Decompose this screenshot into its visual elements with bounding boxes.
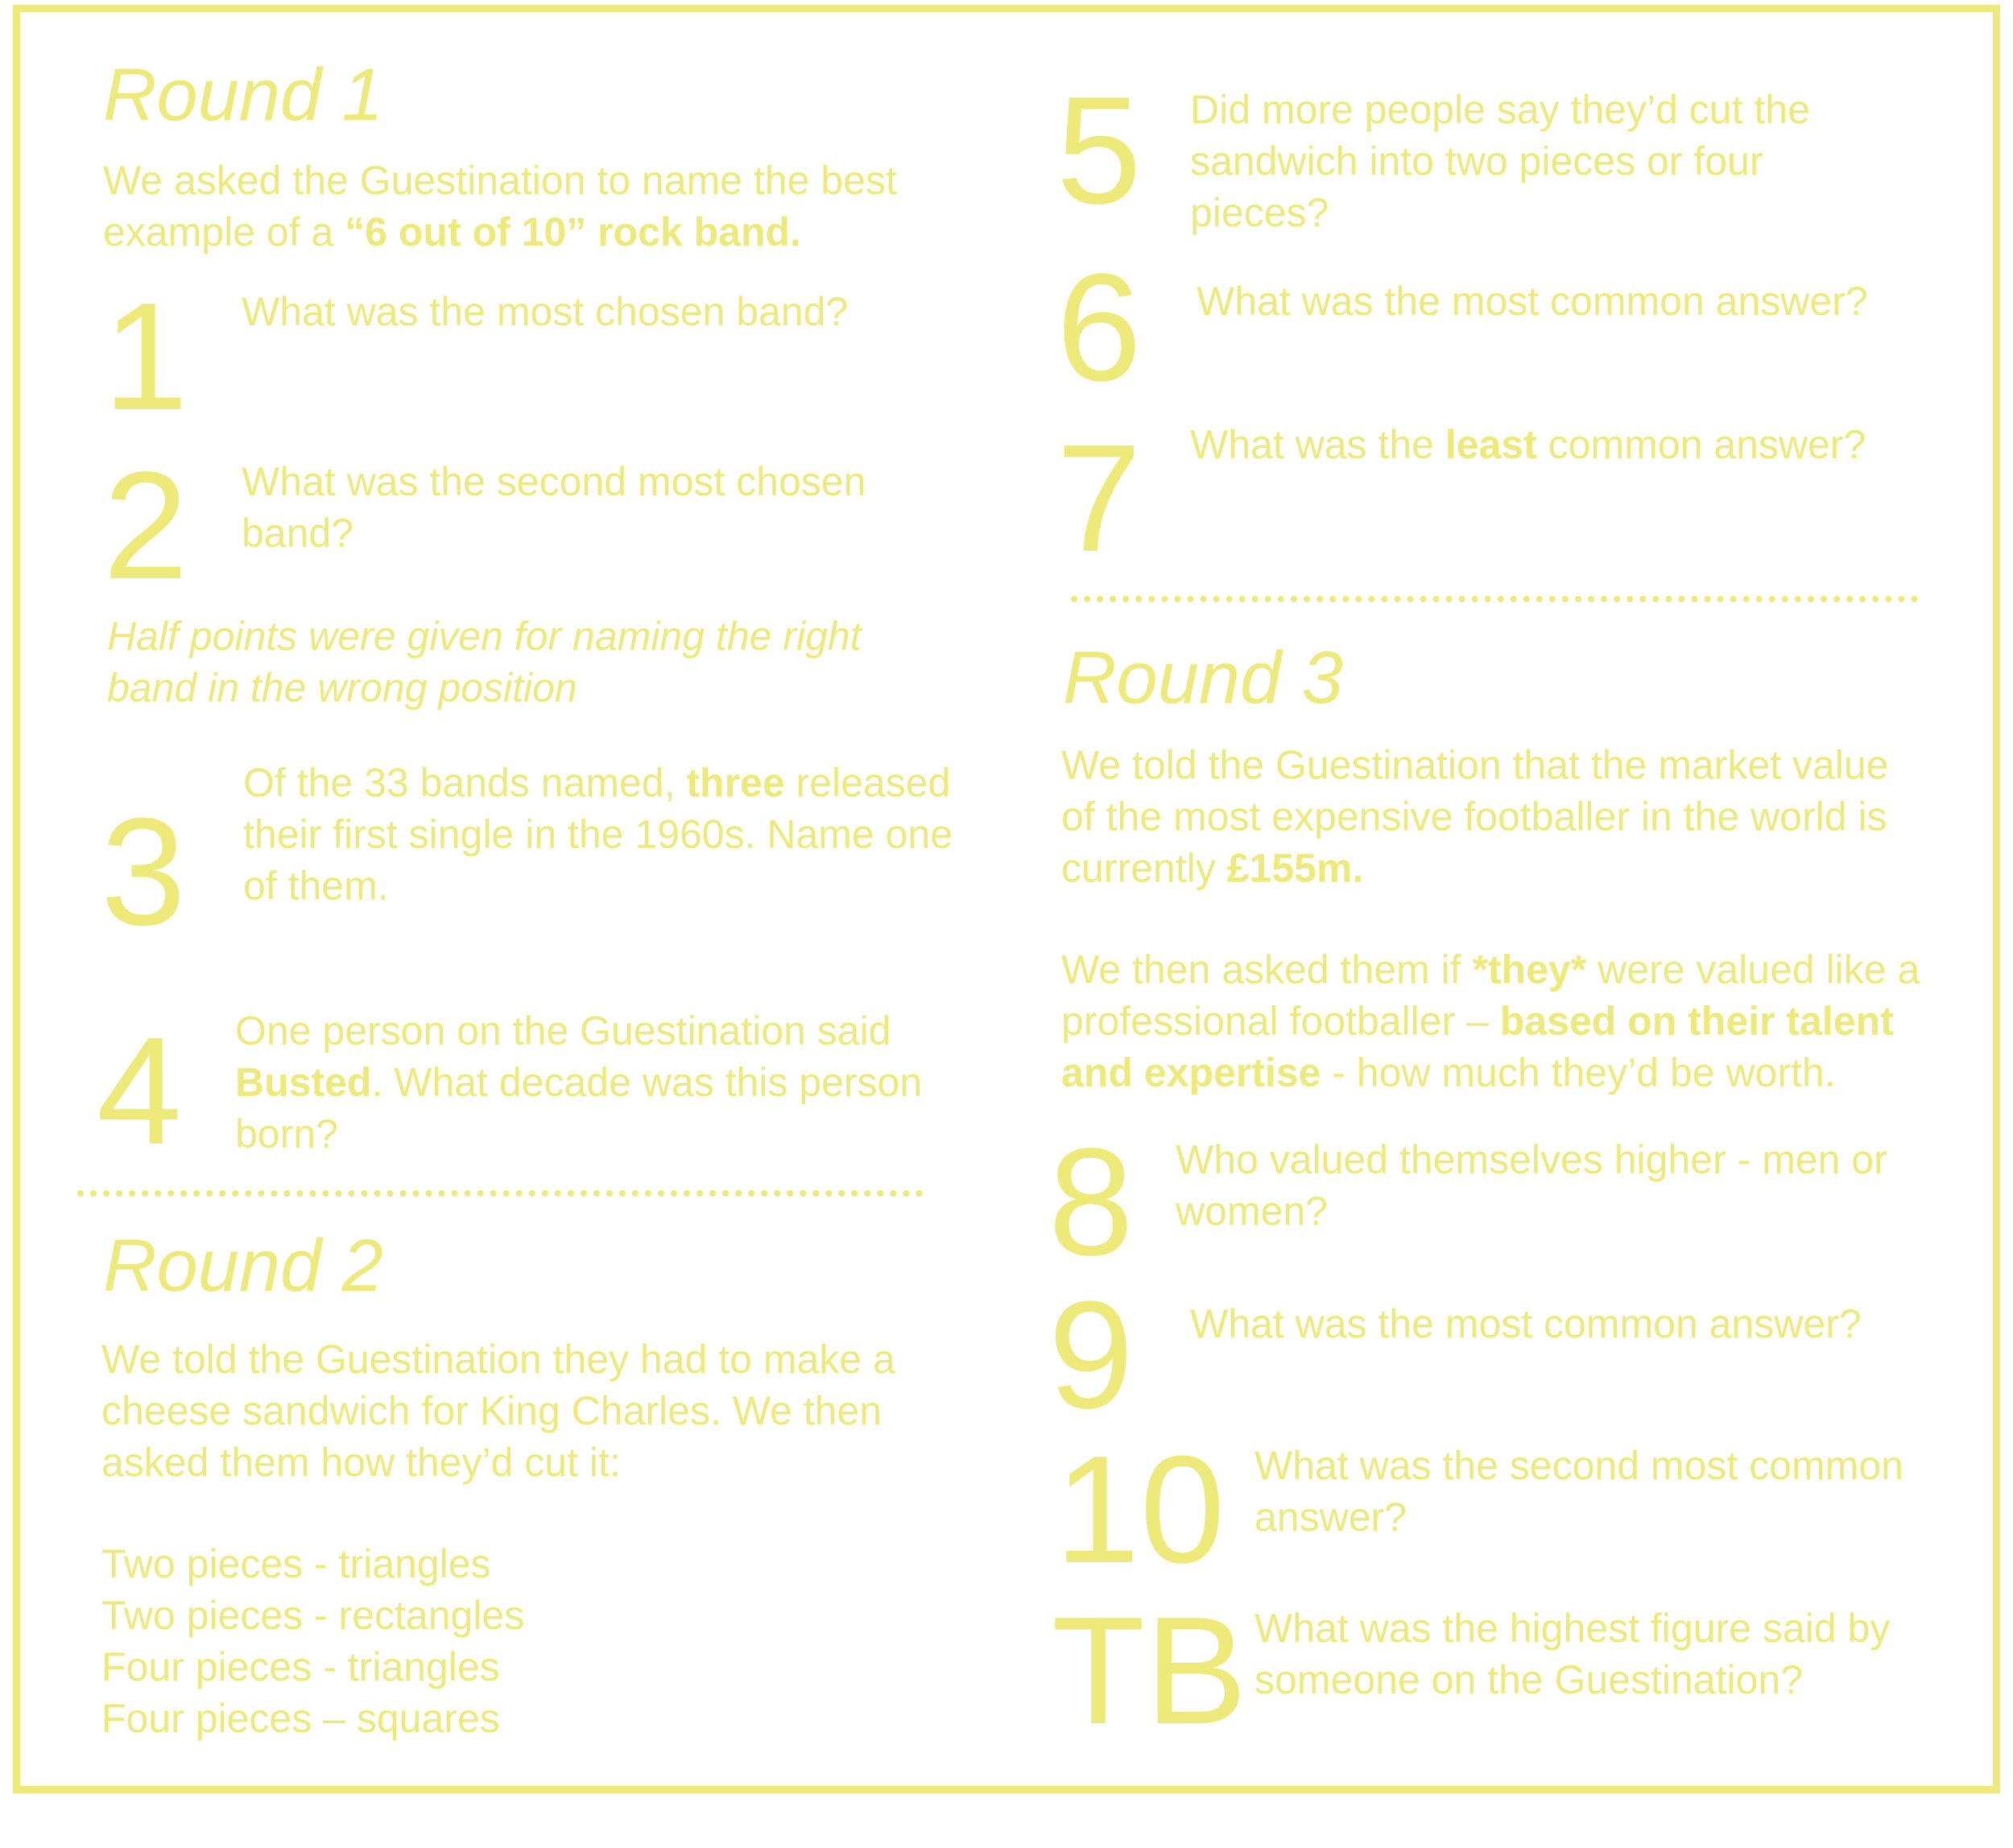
question-text-4	[235, 1005, 960, 1160]
question-number-5: 5	[1056, 65, 1142, 236]
round1-intro-text: We asked the Guestination to name the best example of a	[103, 158, 897, 254]
round3-intro-1	[1061, 739, 1931, 894]
question-text-3-pre: Of the 33 bands named,	[243, 760, 687, 805]
question-text-3-bold: three	[686, 760, 785, 805]
round3-intro-2-bold2: based on their talent and expertise	[1061, 998, 1894, 1095]
question-text-4-pre: One person on the Guestination said	[235, 1008, 891, 1053]
round3-title: Round 3	[1063, 637, 1343, 719]
round3-intro-1-bold: £155m.	[1226, 845, 1364, 891]
question-text-6: What was the most common answer?	[1197, 279, 1868, 324]
question-number-3	[101, 787, 186, 957]
round2-intro: We told the Guestination they had to make a cheese sandwich for King Charles. We then asked them how they’d cut it:	[101, 1337, 895, 1485]
question-number-10: 10	[1055, 1424, 1226, 1595]
question-number-3-label: 3	[101, 787, 186, 957]
question-number-9: 9	[1048, 1270, 1134, 1441]
question-number-1: 1	[103, 271, 188, 442]
round1-intro	[103, 155, 957, 258]
question-number-tiebreaker: TB	[1052, 1585, 1247, 1756]
question-text-4-bold: Busted	[235, 1060, 372, 1105]
question-text-7-post: common answer?	[1536, 422, 1866, 467]
question-text-3-post: released their first single in the 1960s. Name one of them.	[243, 760, 953, 908]
option-item: Four pieces – squares	[101, 1696, 500, 1741]
question-number-8: 8	[1048, 1117, 1134, 1288]
question-text-8: Who valued themselves higher - men or women?	[1176, 1137, 1887, 1234]
option-item: Two pieces - rectangles	[101, 1593, 525, 1638]
round2-title: Round 2	[103, 1225, 383, 1307]
divider-round1-round2	[77, 1190, 923, 1197]
question-text-9: What was the most common answer?	[1190, 1301, 1862, 1346]
round3-intro-2-pre: We then asked them if	[1061, 947, 1473, 992]
round1-note: Half points were given for naming the right band in the wrong position	[107, 614, 862, 710]
question-text-7	[1190, 419, 1963, 470]
round3-intro-2-bold1: *they*	[1472, 947, 1587, 992]
round3-intro-2-post: - how much they’d be worth.	[1321, 1050, 1836, 1095]
question-text-2: What was the second most chosen band?	[242, 459, 866, 556]
divider-round2-round3	[1071, 596, 1918, 602]
option-item: Two pieces - triangles	[101, 1541, 491, 1586]
question-number-7: 7	[1056, 413, 1142, 584]
round1-title: Round 1	[103, 54, 383, 136]
question-text-1: What was the most chosen band?	[242, 289, 849, 334]
question-text-10: What was the second most common answer?	[1255, 1443, 1903, 1540]
question-number-6: 6	[1056, 242, 1142, 413]
question-text-5: Did more people say they’d cut the sandwich into two pieces or four pieces?	[1190, 87, 1810, 235]
question-text-3	[243, 757, 968, 912]
question-number-4: 4	[97, 1006, 182, 1176]
question-text-tiebreaker: What was the highest figure said by someone on the Guestination?	[1255, 1606, 1891, 1702]
question-text-4-post: . What decade was this person born?	[235, 1060, 923, 1156]
round1-intro-bold: “6 out of 10” rock band.	[345, 209, 801, 254]
round3-intro-2	[1061, 944, 1947, 1098]
round2-options	[101, 1538, 826, 1744]
round3-intro-1-text: We told the Guestination that the market value of the most expensive footballer in the world is currently	[1061, 742, 1889, 891]
option-item: Four pieces - triangles	[101, 1644, 500, 1689]
question-text-7-bold: least	[1445, 422, 1537, 467]
question-text-7-pre: What was the	[1190, 422, 1445, 467]
question-number-2: 2	[103, 440, 188, 611]
round3-intro-2-mid: were valued like a professional footballer –	[1061, 947, 1920, 1044]
